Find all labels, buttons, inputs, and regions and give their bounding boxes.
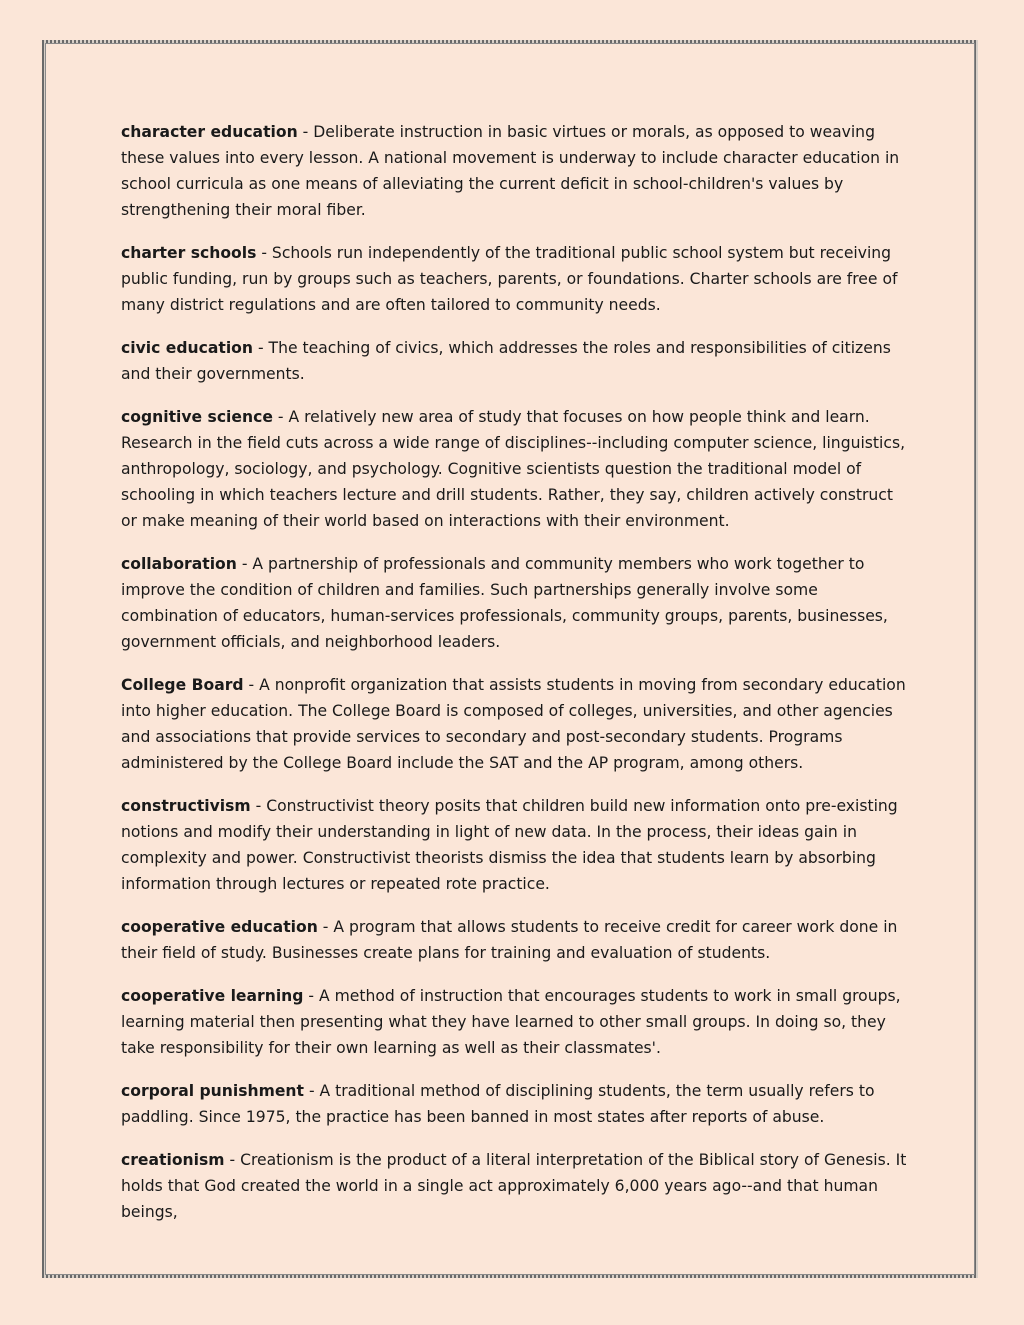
glossary-entry — [121, 335, 911, 387]
glossary-entry — [121, 914, 911, 966]
glossary-term: cooperative education — [121, 918, 318, 936]
glossary-entry — [121, 672, 911, 776]
glossary-term: corporal punishment — [121, 1082, 304, 1100]
glossary-definition: - A relatively new area of study that focuses on how people think and learn. Research in the field cuts across a wide range of disciplines--including computer science, linguistics, anthropology, sociology, and psychology. Cognitive scientists question the traditional model of schooling in which teachers lecture and drill students. Rather, they say, children actively construct or make meaning of their world based on interactions with their environment. — [121, 408, 906, 530]
glossary-content — [121, 119, 911, 1242]
glossary-definition: - Schools run independently of the traditional public school system but receiving public funding, run by groups such as teachers, parents, or foundations. Charter schools are free of many district regulations and are often tailored to community needs. — [121, 244, 898, 314]
glossary-entry — [121, 983, 911, 1061]
glossary-term: civic education — [121, 339, 253, 357]
glossary-definition: - Deliberate instruction in basic virtues or morals, as opposed to weaving these values into every lesson. A national movement is underway to include character education in school curricula as one means of alleviating the current deficit in school-children's values by strengthening their moral fiber. — [121, 123, 900, 219]
glossary-term: constructivism — [121, 797, 251, 815]
glossary-entry — [121, 119, 911, 223]
glossary-definition: - Creationism is the product of a literal interpretation of the Biblical story of Genesis. It holds that God created the world in a single act approximately 6,000 years ago--and that human beings, — [121, 1151, 907, 1221]
glossary-definition: - A method of instruction that encourages students to work in small groups, learning material then presenting what they have learned to other small groups. In doing so, they take responsibility for their own learning as well as their classmates'. — [121, 987, 901, 1057]
glossary-term: creationism — [121, 1151, 225, 1169]
glossary-definition: - A partnership of professionals and community members who work together to improve the condition of children and families. Such partnerships generally involve some combination of educators, human-services professionals, community groups, parents, businesses, government officials, and neighborhood leaders. — [121, 555, 888, 651]
glossary-entry — [121, 551, 911, 655]
glossary-definition: - Constructivist theory posits that children build new information onto pre-existing notions and modify their understanding in light of new data. In the process, their ideas gain in complexity and power. Constructivist theorists dismiss the idea that students learn by absorbing information through lectures or repeated rote practice. — [121, 797, 898, 893]
glossary-entry — [121, 1147, 911, 1225]
glossary-entry — [121, 240, 911, 318]
glossary-definition: - A traditional method of disciplining students, the term usually refers to paddling. Since 1975, the practice has been banned in most states after reports of abuse. — [121, 1082, 875, 1126]
glossary-term: collaboration — [121, 555, 237, 573]
glossary-term: College Board — [121, 676, 244, 694]
glossary-entry — [121, 1078, 911, 1130]
glossary-term: cognitive science — [121, 408, 273, 426]
glossary-definition: - The teaching of civics, which addresses the roles and responsibilities of citizens and their governments. — [121, 339, 891, 383]
glossary-term: cooperative learning — [121, 987, 304, 1005]
glossary-term: character education — [121, 123, 298, 141]
glossary-entry — [121, 793, 911, 897]
glossary-entry — [121, 404, 911, 534]
glossary-definition: - A nonprofit organization that assists students in moving from secondary education into higher education. The College Board is composed of colleges, universities, and other agencies and associations that provide services to secondary and post-secondary students. Programs administered by the College Board include the SAT and the AP program, among others. — [121, 676, 906, 772]
glossary-term: charter schools — [121, 244, 257, 262]
glossary-definition: - A program that allows students to receive credit for career work done in their field of study. Businesses create plans for training and evaluation of students. — [121, 918, 898, 962]
